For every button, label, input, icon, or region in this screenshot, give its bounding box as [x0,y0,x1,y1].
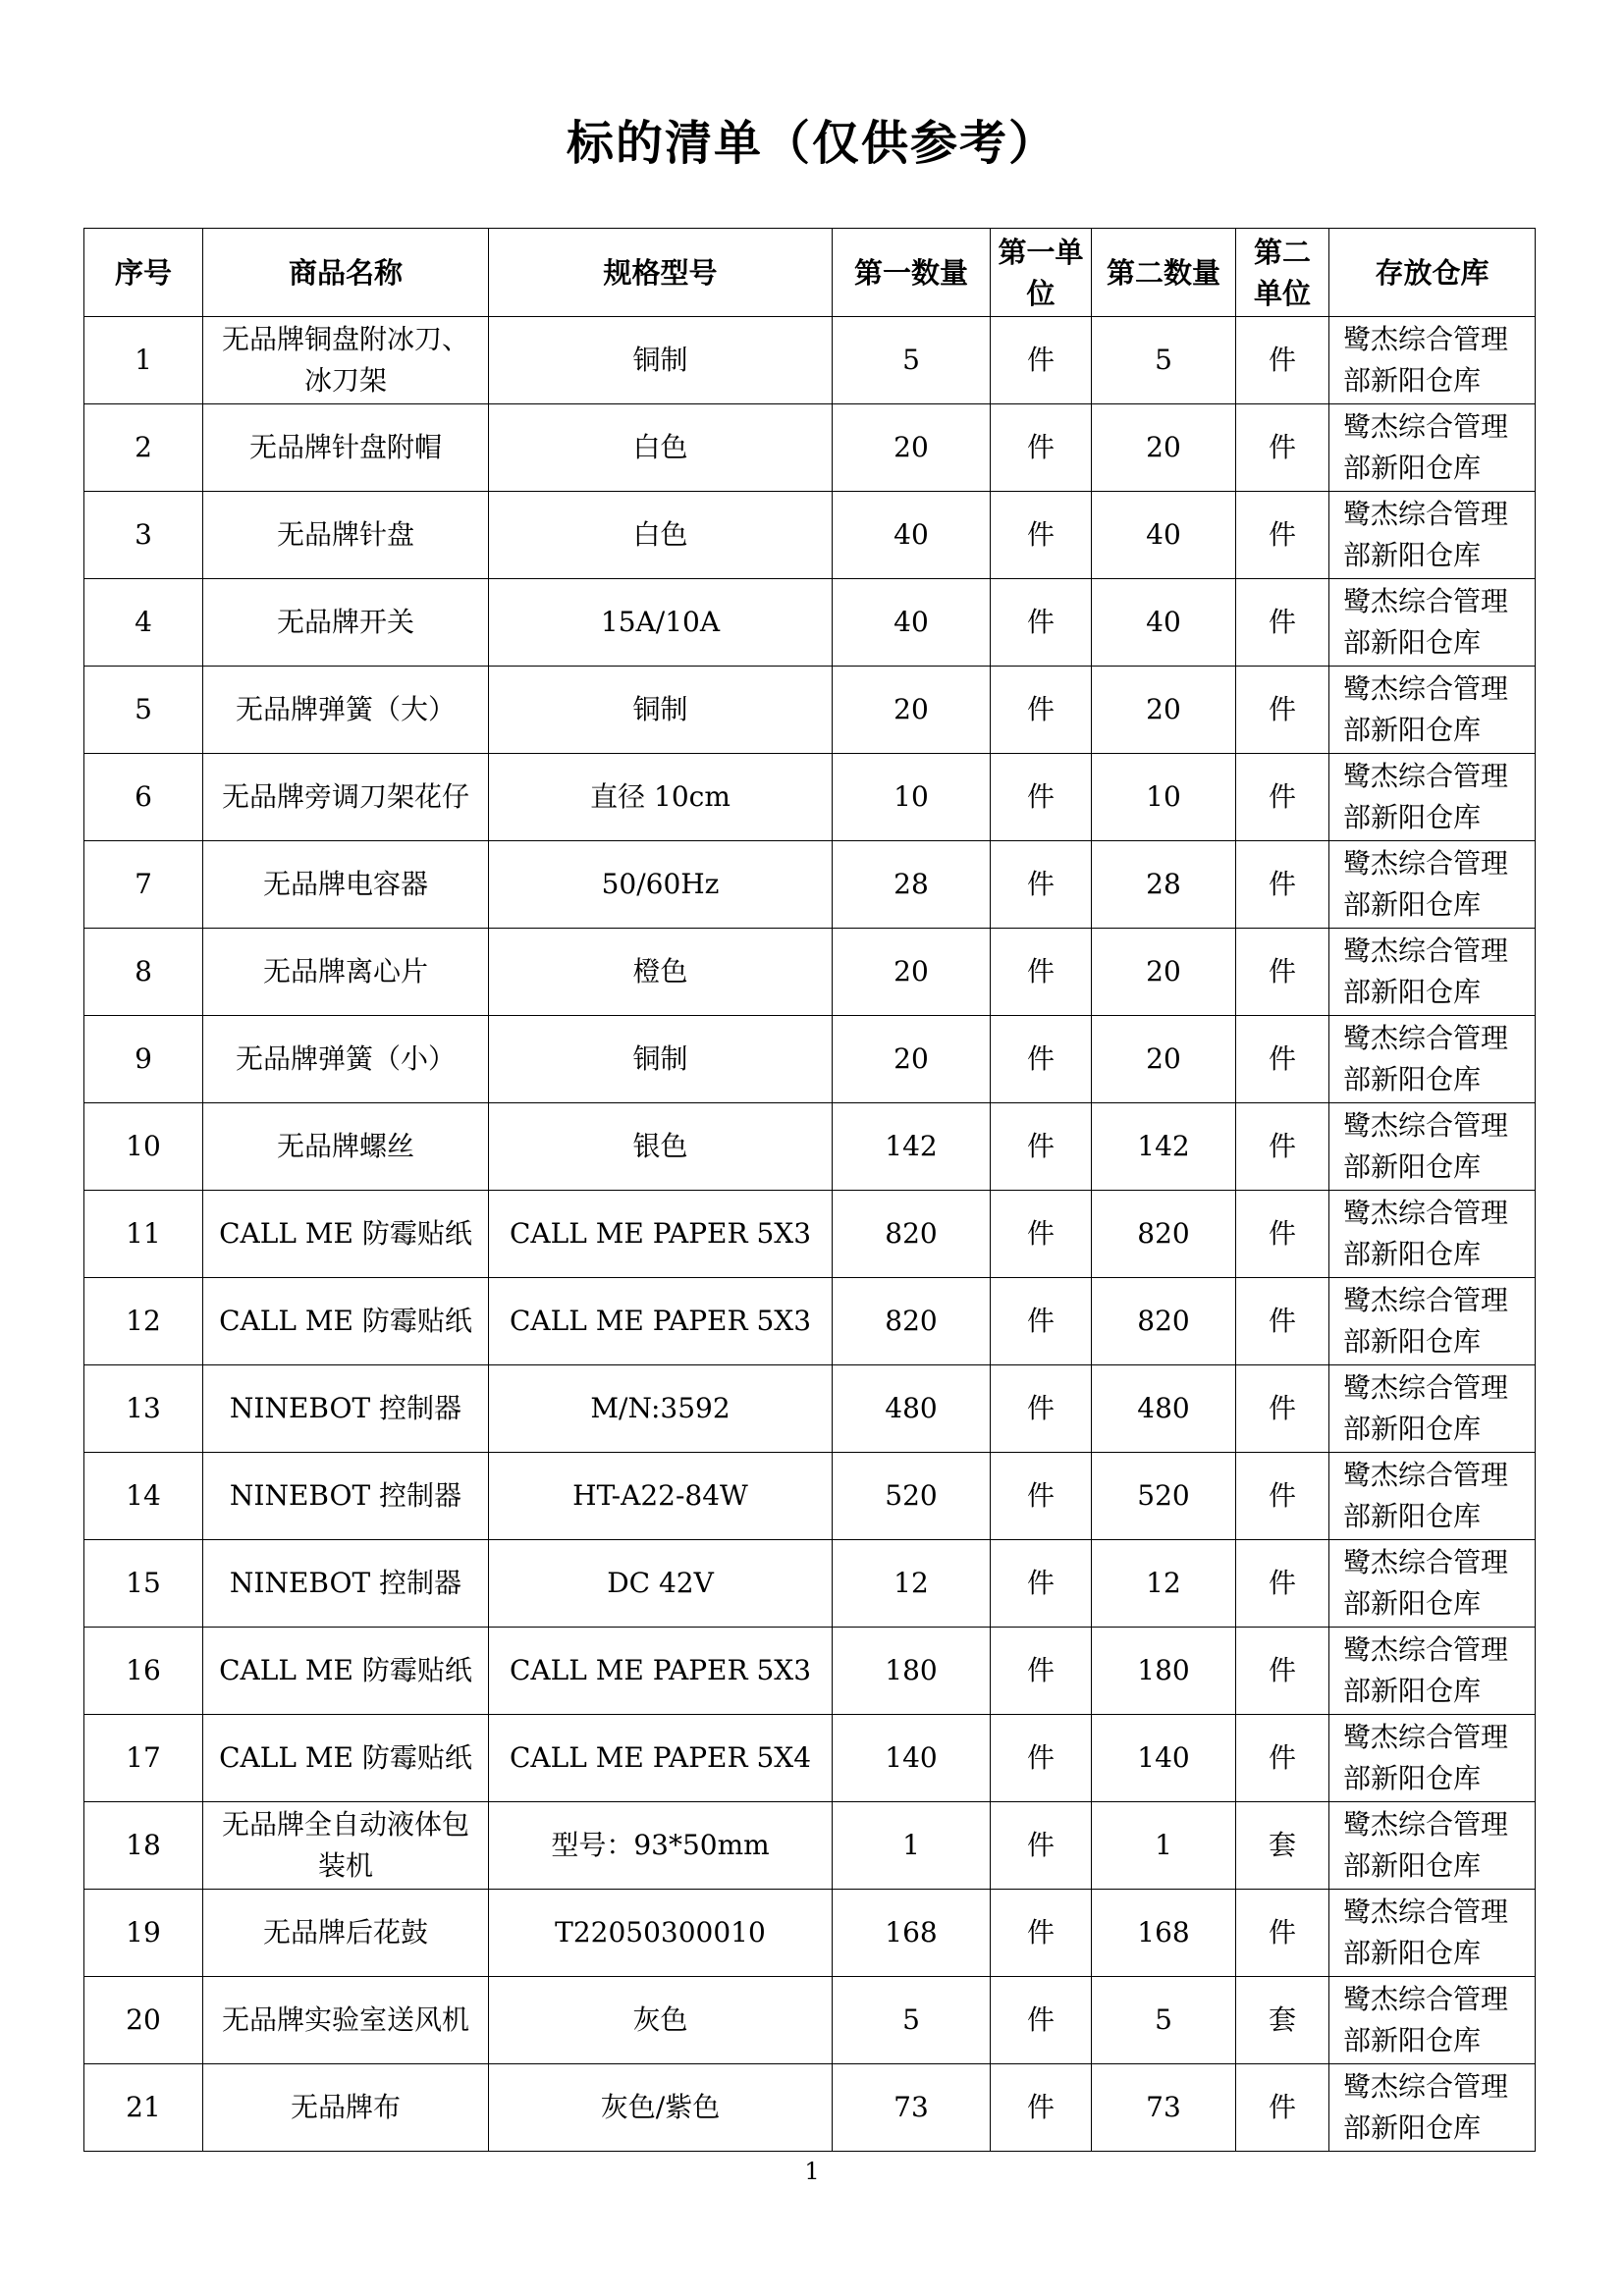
table-row [84,317,1536,404]
cell-unit2: 件 [1236,2064,1329,2152]
cell-qty2: 1 [1092,1802,1236,1890]
cell-seq: 1 [84,317,203,404]
cell-qty2: 820 [1092,1278,1236,1365]
cell-spec: 直径 10cm [489,754,833,841]
cell-spec: CALL ME PAPER 5X3 [489,1191,833,1278]
table-row [84,1715,1536,1802]
cell-spec: T22050300010 [489,1890,833,1977]
cell-qty1: 820 [833,1278,991,1365]
cell-qty1: 1 [833,1802,991,1890]
table-row [84,492,1536,579]
table-row [84,579,1536,667]
cell-seq: 8 [84,929,203,1016]
cell-seq: 15 [84,1540,203,1628]
table-row [84,929,1536,1016]
cell-qty1: 20 [833,1016,991,1103]
cell-qty1: 20 [833,929,991,1016]
cell-spec: CALL ME PAPER 5X3 [489,1628,833,1715]
cell-warehouse: 鹭杰综合管理部新阳仓库 [1329,1802,1536,1890]
cell-qty2: 20 [1092,1016,1236,1103]
page-title: 标的清单（仅供参考） [566,116,1057,171]
cell-seq: 17 [84,1715,203,1802]
table-row [84,1628,1536,1715]
cell-spec: 橙色 [489,929,833,1016]
cell-seq: 19 [84,1890,203,1977]
cell-warehouse: 鹭杰综合管理部新阳仓库 [1329,1278,1536,1365]
cell-unit2: 套 [1236,1802,1329,1890]
cell-warehouse: 鹭杰综合管理部新阳仓库 [1329,1103,1536,1191]
cell-spec: 灰色 [489,1977,833,2064]
cell-unit1: 件 [991,579,1092,667]
cell-spec: CALL ME PAPER 5X4 [489,1715,833,1802]
table-row [84,1540,1536,1628]
cell-seq: 2 [84,404,203,492]
table-row [84,1365,1536,1453]
cell-unit1: 件 [991,1628,1092,1715]
cell-qty1: 5 [833,1977,991,2064]
table-row [84,2064,1536,2152]
cell-unit2: 件 [1236,1103,1329,1191]
cell-seq: 13 [84,1365,203,1453]
cell-seq: 18 [84,1802,203,1890]
cell-spec: 15A/10A [489,579,833,667]
table-row [84,1191,1536,1278]
cell-unit2: 件 [1236,841,1329,929]
table-row [84,1977,1536,2064]
cell-qty2: 20 [1092,929,1236,1016]
cell-spec: 白色 [489,492,833,579]
cell-seq: 3 [84,492,203,579]
cell-qty1: 20 [833,667,991,754]
cell-name: 无品牌铜盘附冰刀、冰刀架 [203,317,489,404]
cell-unit2: 件 [1236,1540,1329,1628]
cell-name: 无品牌针盘 [203,492,489,579]
cell-warehouse: 鹭杰综合管理部新阳仓库 [1329,1628,1536,1715]
cell-qty1: 140 [833,1715,991,1802]
cell-spec: 银色 [489,1103,833,1191]
cell-warehouse: 鹭杰综合管理部新阳仓库 [1329,1016,1536,1103]
table-row [84,754,1536,841]
cell-qty2: 140 [1092,1715,1236,1802]
cell-unit2: 件 [1236,1628,1329,1715]
cell-spec: HT-A22-84W [489,1453,833,1540]
cell-unit2: 件 [1236,1191,1329,1278]
cell-spec: CALL ME PAPER 5X3 [489,1278,833,1365]
cell-warehouse: 鹭杰综合管理部新阳仓库 [1329,754,1536,841]
cell-spec: DC 42V [489,1540,833,1628]
cell-unit1: 件 [991,929,1092,1016]
cell-qty1: 5 [833,317,991,404]
cell-qty2: 12 [1092,1540,1236,1628]
page-number: 1 [804,2158,820,2185]
cell-unit1: 件 [991,1103,1092,1191]
cell-qty1: 12 [833,1540,991,1628]
cell-unit2: 件 [1236,667,1329,754]
cell-seq: 11 [84,1191,203,1278]
cell-qty1: 520 [833,1453,991,1540]
cell-name: 无品牌针盘附帽 [203,404,489,492]
cell-seq: 4 [84,579,203,667]
cell-name: 无品牌实验室送风机 [203,1977,489,2064]
cell-name: NINEBOT 控制器 [203,1453,489,1540]
cell-warehouse: 鹭杰综合管理部新阳仓库 [1329,317,1536,404]
cell-qty2: 5 [1092,1977,1236,2064]
cell-qty2: 10 [1092,754,1236,841]
table-header-row [84,229,1536,317]
cell-name: 无品牌后花鼓 [203,1890,489,1977]
cell-warehouse: 鹭杰综合管理部新阳仓库 [1329,1453,1536,1540]
cell-name: NINEBOT 控制器 [203,1540,489,1628]
cell-warehouse: 鹭杰综合管理部新阳仓库 [1329,492,1536,579]
table-row [84,667,1536,754]
cell-seq: 16 [84,1628,203,1715]
cell-warehouse: 鹭杰综合管理部新阳仓库 [1329,579,1536,667]
cell-warehouse: 鹭杰综合管理部新阳仓库 [1329,1540,1536,1628]
cell-seq: 20 [84,1977,203,2064]
cell-qty2: 20 [1092,404,1236,492]
cell-qty2: 28 [1092,841,1236,929]
cell-name: 无品牌螺丝 [203,1103,489,1191]
cell-qty1: 820 [833,1191,991,1278]
cell-unit2: 件 [1236,929,1329,1016]
cell-unit1: 件 [991,1540,1092,1628]
cell-warehouse: 鹭杰综合管理部新阳仓库 [1329,404,1536,492]
cell-spec: 50/60Hz [489,841,833,929]
cell-qty2: 142 [1092,1103,1236,1191]
cell-unit1: 件 [991,1802,1092,1890]
table-row [84,1890,1536,1977]
cell-warehouse: 鹭杰综合管理部新阳仓库 [1329,1191,1536,1278]
cell-qty1: 142 [833,1103,991,1191]
cell-name: CALL ME 防霉贴纸 [203,1191,489,1278]
header-name: 商品名称 [203,229,489,317]
cell-seq: 10 [84,1103,203,1191]
cell-seq: 21 [84,2064,203,2152]
table-body [84,317,1536,2152]
cell-unit2: 件 [1236,492,1329,579]
cell-name: NINEBOT 控制器 [203,1365,489,1453]
cell-qty2: 180 [1092,1628,1236,1715]
cell-seq: 5 [84,667,203,754]
cell-spec: 型号：93*50mm [489,1802,833,1890]
cell-seq: 14 [84,1453,203,1540]
cell-unit1: 件 [991,1191,1092,1278]
table-row [84,404,1536,492]
cell-qty1: 10 [833,754,991,841]
header-qty1: 第一数量 [833,229,991,317]
cell-spec: 铜制 [489,317,833,404]
cell-seq: 7 [84,841,203,929]
cell-qty2: 480 [1092,1365,1236,1453]
cell-unit2: 件 [1236,579,1329,667]
cell-qty2: 40 [1092,579,1236,667]
cell-unit2: 件 [1236,317,1329,404]
table-row [84,1802,1536,1890]
cell-name: CALL ME 防霉贴纸 [203,1628,489,1715]
header-qty2: 第二数量 [1092,229,1236,317]
cell-unit1: 件 [991,317,1092,404]
inventory-table [83,228,1536,2152]
cell-unit2: 件 [1236,1365,1329,1453]
cell-name: 无品牌布 [203,2064,489,2152]
cell-qty1: 40 [833,579,991,667]
cell-qty1: 28 [833,841,991,929]
cell-qty1: 168 [833,1890,991,1977]
header-spec: 规格型号 [489,229,833,317]
cell-unit2: 件 [1236,1453,1329,1540]
cell-warehouse: 鹭杰综合管理部新阳仓库 [1329,1365,1536,1453]
cell-qty1: 180 [833,1628,991,1715]
cell-unit2: 件 [1236,1016,1329,1103]
cell-qty1: 480 [833,1365,991,1453]
cell-warehouse: 鹭杰综合管理部新阳仓库 [1329,1977,1536,2064]
cell-unit2: 件 [1236,1278,1329,1365]
cell-unit2: 件 [1236,754,1329,841]
cell-warehouse: 鹭杰综合管理部新阳仓库 [1329,1890,1536,1977]
cell-unit1: 件 [991,492,1092,579]
cell-unit1: 件 [991,1278,1092,1365]
cell-qty1: 20 [833,404,991,492]
cell-qty2: 5 [1092,317,1236,404]
cell-qty1: 40 [833,492,991,579]
cell-spec: 铜制 [489,1016,833,1103]
cell-unit2: 件 [1236,404,1329,492]
cell-unit1: 件 [991,2064,1092,2152]
cell-warehouse: 鹭杰综合管理部新阳仓库 [1329,667,1536,754]
cell-spec: 白色 [489,404,833,492]
cell-name: 无品牌弹簧（小） [203,1016,489,1103]
cell-spec: M/N:3592 [489,1365,833,1453]
cell-unit1: 件 [991,1890,1092,1977]
cell-warehouse: 鹭杰综合管理部新阳仓库 [1329,1715,1536,1802]
cell-unit2: 件 [1236,1715,1329,1802]
cell-name: 无品牌开关 [203,579,489,667]
header-unit1: 第一单位 [991,229,1092,317]
cell-unit1: 件 [991,1365,1092,1453]
cell-name: 无品牌电容器 [203,841,489,929]
cell-seq: 9 [84,1016,203,1103]
cell-unit1: 件 [991,754,1092,841]
cell-name: 无品牌旁调刀架花仔 [203,754,489,841]
cell-unit2: 套 [1236,1977,1329,2064]
header-unit2: 第二单位 [1236,229,1329,317]
cell-warehouse: 鹭杰综合管理部新阳仓库 [1329,2064,1536,2152]
cell-qty2: 40 [1092,492,1236,579]
cell-warehouse: 鹭杰综合管理部新阳仓库 [1329,841,1536,929]
header-seq: 序号 [84,229,203,317]
cell-qty2: 820 [1092,1191,1236,1278]
cell-qty2: 20 [1092,667,1236,754]
table-row [84,1103,1536,1191]
cell-qty1: 73 [833,2064,991,2152]
cell-unit2: 件 [1236,1890,1329,1977]
cell-unit1: 件 [991,1453,1092,1540]
cell-qty2: 520 [1092,1453,1236,1540]
table-row [84,1453,1536,1540]
cell-name: CALL ME 防霉贴纸 [203,1715,489,1802]
cell-unit1: 件 [991,1977,1092,2064]
cell-name: 无品牌全自动液体包装机 [203,1802,489,1890]
cell-seq: 6 [84,754,203,841]
cell-qty2: 168 [1092,1890,1236,1977]
cell-spec: 灰色/紫色 [489,2064,833,2152]
cell-name: 无品牌离心片 [203,929,489,1016]
cell-unit1: 件 [991,1016,1092,1103]
table-row [84,1278,1536,1365]
cell-spec: 铜制 [489,667,833,754]
cell-qty2: 73 [1092,2064,1236,2152]
header-warehouse: 存放仓库 [1329,229,1536,317]
cell-name: 无品牌弹簧（大） [203,667,489,754]
cell-unit1: 件 [991,841,1092,929]
cell-unit1: 件 [991,404,1092,492]
table-row [84,1016,1536,1103]
cell-unit1: 件 [991,1715,1092,1802]
cell-name: CALL ME 防霉贴纸 [203,1278,489,1365]
cell-seq: 12 [84,1278,203,1365]
cell-warehouse: 鹭杰综合管理部新阳仓库 [1329,929,1536,1016]
cell-unit1: 件 [991,667,1092,754]
table-row [84,841,1536,929]
